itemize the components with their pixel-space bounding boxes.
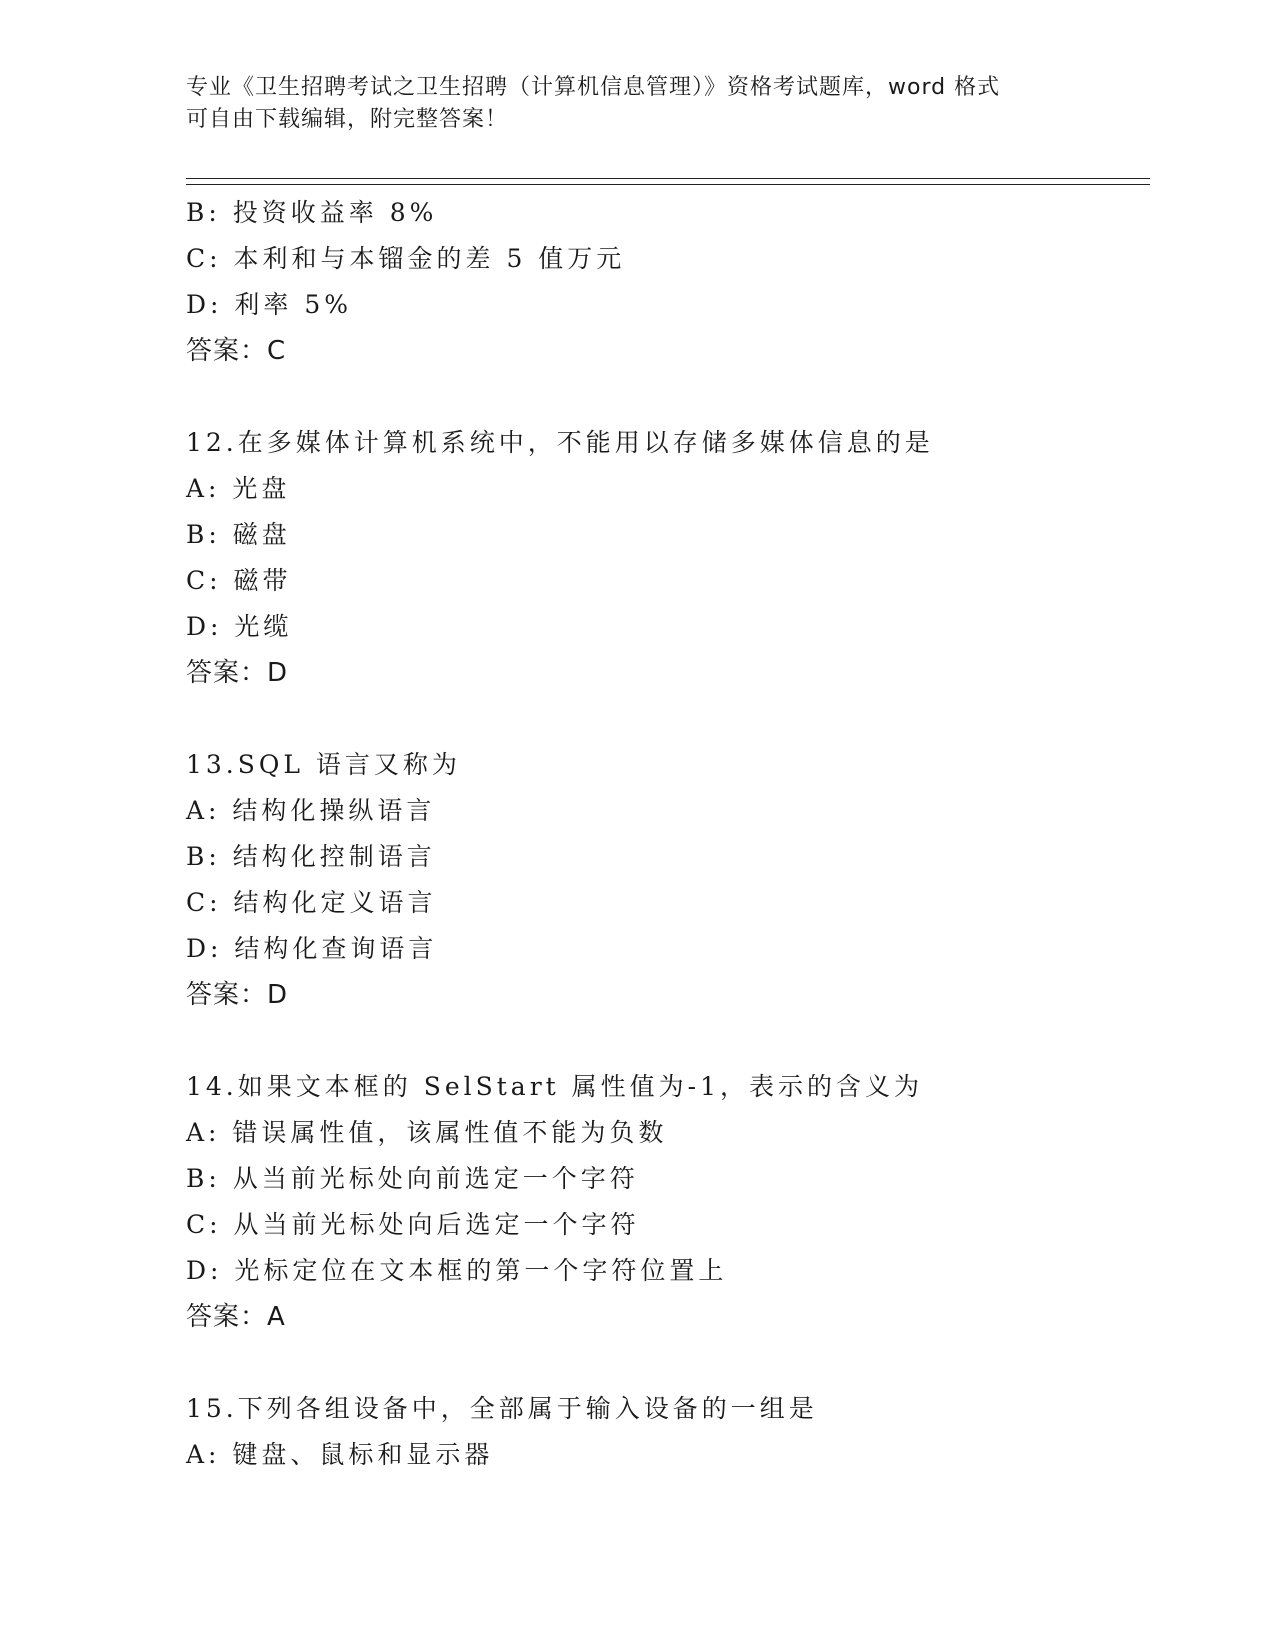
answer: 答案：D [186, 980, 289, 1010]
option-d: D: 光标定位在文本框的第一个字符位置上 [186, 1256, 728, 1285]
option-b: B: 从当前光标处向前选定一个字符 [186, 1164, 639, 1193]
option-a: A: 键盘、鼠标和显示器 [186, 1440, 494, 1469]
question-12 [186, 420, 1150, 696]
option-a: A: 光盘 [186, 474, 291, 503]
spacer [186, 374, 1150, 420]
option-c: C: 磁带 [186, 566, 292, 595]
question-13 [186, 742, 1150, 1018]
option-a: A: 结构化操纵语言 [186, 796, 436, 825]
question-list [186, 190, 1150, 1478]
option-c: C: 结构化定义语言 [186, 888, 437, 917]
option-d: D: 光缆 [186, 612, 293, 641]
answer: 答案：A [186, 1302, 286, 1332]
option-d: D: 结构化查询语言 [186, 934, 438, 963]
option-a: A: 错误属性值，该属性值不能为负数 [186, 1118, 668, 1147]
header-line-2: 可自由下载编辑，附完整答案！ [186, 107, 509, 132]
option-c: C: 本利和与本镏金的差 5 值万元 [186, 244, 626, 273]
header-line-1: 专业《卫生招聘考试之卫生招聘（计算机信息管理）》资格考试题库，word 格式 [186, 75, 1001, 100]
question-title: 12.在多媒体计算机系统中，不能用以存储多媒体信息的是 [186, 428, 934, 457]
header-divider-top [186, 178, 1150, 179]
question-title: 13.SQL 语言又称为 [186, 750, 461, 779]
question-11-continued [186, 190, 1150, 374]
option-b: B: 磁盘 [186, 520, 291, 549]
option-d: D: 利率 5% [186, 290, 353, 319]
question-title: 15.下列各组设备中，全部属于输入设备的一组是 [186, 1394, 818, 1423]
question-title: 14.如果文本框的 SelStart 属性值为-1，表示的含义为 [186, 1072, 923, 1101]
answer: 答案：C [186, 336, 287, 366]
option-b: B: 结构化控制语言 [186, 842, 436, 871]
answer: 答案：D [186, 658, 289, 688]
document-header [186, 72, 1086, 136]
question-14 [186, 1064, 1150, 1340]
header-divider-bottom [186, 184, 1150, 185]
spacer [186, 1018, 1150, 1064]
question-15 [186, 1386, 1150, 1478]
spacer [186, 1340, 1150, 1386]
option-b: B: 投资收益率 8% [186, 198, 438, 227]
option-c: C: 从当前光标处向后选定一个字符 [186, 1210, 640, 1239]
spacer [186, 696, 1150, 742]
